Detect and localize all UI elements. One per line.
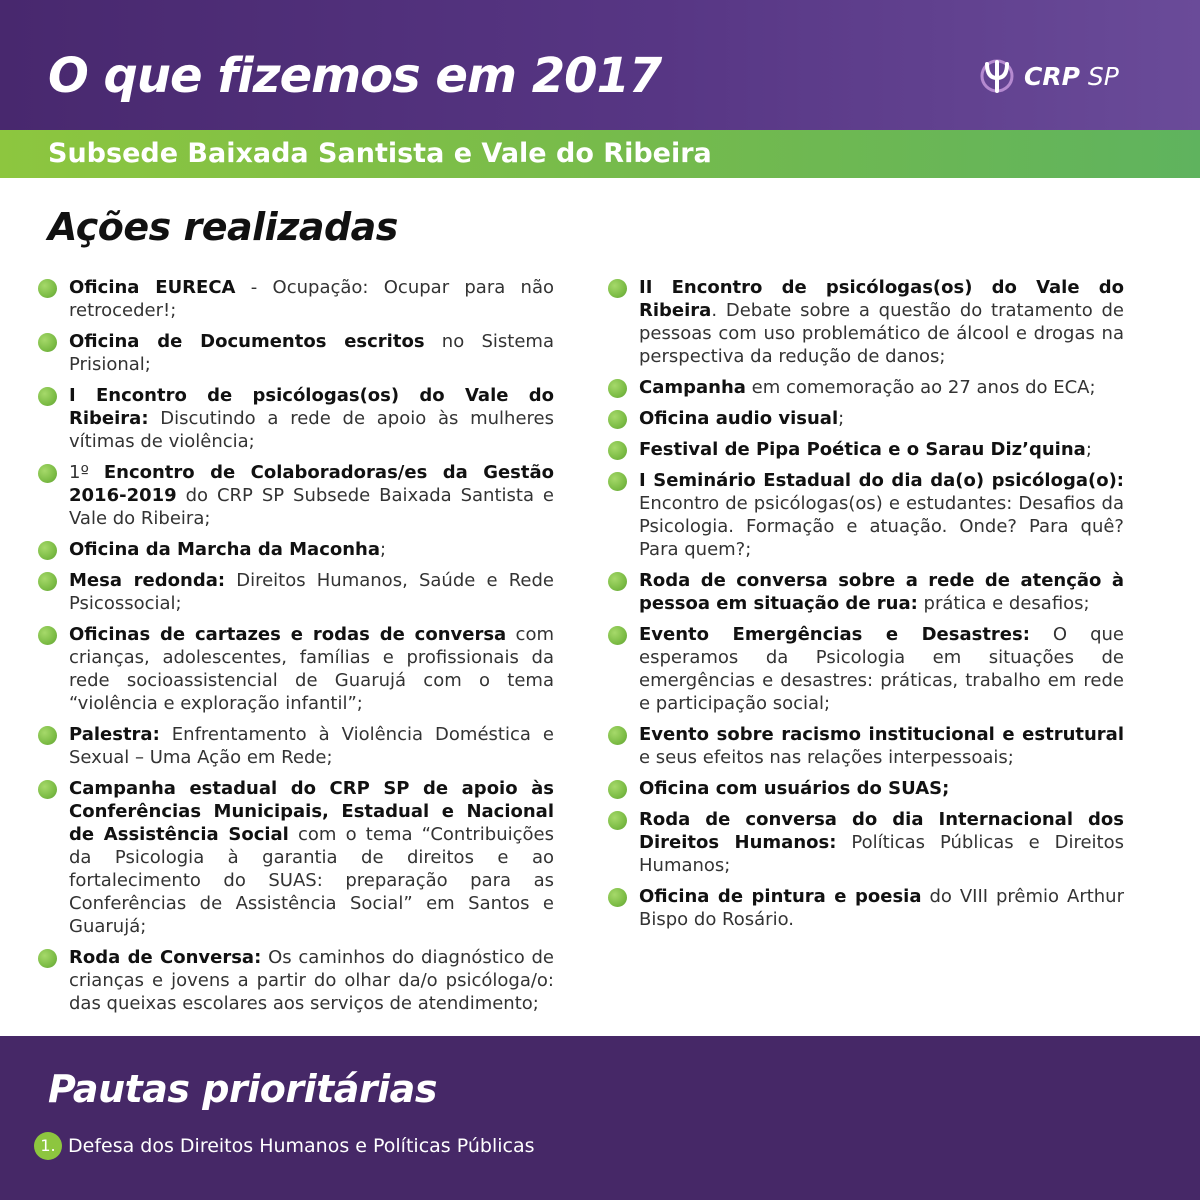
action-name: I Seminário Estadual do dia da(o) psicóloga(o): [639, 470, 1124, 491]
action-item [38, 569, 554, 615]
action-name: Evento Emergências e Desastres: [639, 624, 1030, 645]
crp-logo [978, 58, 1119, 94]
action-item [38, 538, 554, 561]
action-name: Oficina EURECA [69, 277, 236, 298]
action-item [38, 276, 554, 322]
action-description: Os caminhos do diagnóstico de crianças e jovens a partir do olhar da/o psicóloga/o: das queixas escolares aos serviços de atendimento; [69, 947, 554, 1014]
action-description: Direitos Humanos, Saúde e Rede Psicossocial; [69, 570, 554, 614]
action-name: Roda de Conversa: [69, 947, 262, 968]
action-item [38, 384, 554, 453]
action-name: Oficinas de cartazes e rodas de conversa [69, 624, 507, 645]
action-name: I Encontro de psicólogas(os) do Vale do Ribeira: [69, 385, 554, 429]
logo-regular: SP [1087, 61, 1119, 91]
green-bullet-icon [38, 726, 57, 745]
green-bullet-icon [608, 410, 627, 429]
action-name: Oficina de Documentos escritos [69, 331, 425, 352]
action-description: Encontro de psicólogas(os) e estudantes: Desafios da Psicologia. Formação e atuação. Onde? Para quê? Para quem?; [639, 493, 1124, 560]
green-bullet-icon [38, 387, 57, 406]
action-item [608, 276, 1124, 368]
green-bullet-icon [608, 572, 627, 591]
action-item [38, 330, 554, 376]
action-description: em comemoração ao 27 anos do ECA; [745, 377, 1096, 398]
action-item [38, 777, 554, 938]
green-bullet-icon [38, 780, 57, 799]
action-name: Palestra: [69, 724, 160, 745]
actions-list-left [38, 276, 554, 1023]
priority-item [34, 1132, 535, 1160]
action-description: no Sistema Prisional; [69, 331, 554, 375]
action-item [608, 407, 1124, 430]
action-item [38, 623, 554, 715]
action-description: do CRP SP Subsede Baixada Santista e Vale do Ribeira; [69, 485, 554, 529]
priority-text: Defesa dos Direitos Humanos e Políticas Públicas [68, 1135, 535, 1157]
action-item [608, 723, 1124, 769]
action-description: ; [1085, 439, 1092, 460]
actions-title: Ações realizadas [48, 205, 398, 249]
footer [0, 1036, 1200, 1200]
action-item [608, 469, 1124, 561]
green-bullet-icon [608, 379, 627, 398]
green-bullet-icon [608, 472, 627, 491]
priorities-title: Pautas prioritárias [48, 1067, 437, 1111]
action-item [608, 438, 1124, 461]
green-bullet-icon [38, 279, 57, 298]
actions-list-right [608, 276, 1124, 939]
action-description: - Ocupação: Ocupar para não retroceder!; [69, 277, 554, 321]
action-description: com o tema “Contribuições da Psicologia à garantia de direitos e ao fortalecimento do SUAS: preparação para as Conferências de Assistência Social” em Santos e Guarujá; [69, 824, 554, 937]
action-description: Políticas Públicas e Direitos Humanos; [639, 832, 1124, 876]
green-bullet-icon [608, 441, 627, 460]
green-bullet-icon [38, 541, 57, 560]
logo-bold: CRP [1024, 61, 1080, 91]
action-lead: 1º [69, 462, 104, 483]
action-name: Oficina com usuários do SUAS; [639, 778, 950, 799]
action-name: Mesa redonda: [69, 570, 226, 591]
action-item [38, 723, 554, 769]
action-description: do VIII prêmio Arthur Bispo do Rosário. [639, 886, 1124, 930]
action-name: Roda de conversa do dia Internacional dos Direitos Humanos: [639, 809, 1124, 853]
subsede-title: Subsede Baixada Santista e Vale do Ribeira [48, 138, 712, 169]
priority-number: 1. [34, 1132, 62, 1160]
green-bullet-icon [608, 726, 627, 745]
action-item [608, 885, 1124, 931]
subtitle-band [0, 130, 1200, 178]
action-name: Roda de conversa sobre a rede de atenção à pessoa em situação de rua: [639, 570, 1124, 614]
action-name: Oficina audio visual [639, 408, 839, 429]
header [0, 0, 1200, 130]
green-bullet-icon [608, 811, 627, 830]
action-item [608, 569, 1124, 615]
action-name: Evento sobre racismo institucional e estrutural [639, 724, 1124, 745]
action-item [608, 623, 1124, 715]
action-name: Festival de Pipa Poética e o Sarau Diz’quina [639, 439, 1086, 460]
green-bullet-icon [608, 279, 627, 298]
action-name: Campanha [639, 377, 746, 398]
action-description: O que esperamos da Psicologia em situações de emergências e desastres: práticas, trabalho em rede e participação social; [639, 624, 1124, 714]
page-title: O que fizemos em 2017 [48, 48, 662, 104]
action-item [38, 461, 554, 530]
green-bullet-icon [608, 888, 627, 907]
action-description: com crianças, adolescentes, famílias e profissionais da rede socioassistencial de Guarujá com o tema “violência e exploração infantil”; [69, 624, 554, 714]
action-item [608, 808, 1124, 877]
action-item [608, 777, 1124, 800]
action-description: prática e desafios; [917, 593, 1090, 614]
action-description: . Debate sobre a questão do tratamento de pessoas com uso problemático de álcool e drogas na perspectiva da redução de danos; [639, 300, 1124, 367]
action-description: ; [380, 539, 387, 560]
action-description: Enfrentamento à Violência Doméstica e Sexual – Uma Ação em Rede; [69, 724, 554, 768]
green-bullet-icon [38, 626, 57, 645]
action-description: Discutindo a rede de apoio às mulheres vítimas de violência; [69, 408, 554, 452]
green-bullet-icon [38, 333, 57, 352]
green-bullet-icon [38, 572, 57, 591]
psi-symbol-icon [978, 58, 1016, 94]
action-description: e seus efeitos nas relações interpessoais; [639, 747, 1014, 768]
green-bullet-icon [38, 949, 57, 968]
action-name: Encontro de Colaboradoras/es da Gestão 2016-2019 [69, 462, 555, 506]
action-name: Oficina da Marcha da Maconha [69, 539, 381, 560]
green-bullet-icon [608, 780, 627, 799]
action-description: ; [838, 408, 845, 429]
action-item [38, 946, 554, 1015]
action-name: Oficina de pintura e poesia [639, 886, 922, 907]
action-name: Campanha estadual do CRP SP de apoio às Conferências Municipais, Estadual e Nacional de Assistência Social [69, 778, 554, 845]
green-bullet-icon [38, 464, 57, 483]
action-item [608, 376, 1124, 399]
logo-text [1024, 61, 1119, 91]
green-bullet-icon [608, 626, 627, 645]
action-name: II Encontro de psicólogas(os) do Vale do Ribeira [639, 277, 1124, 321]
